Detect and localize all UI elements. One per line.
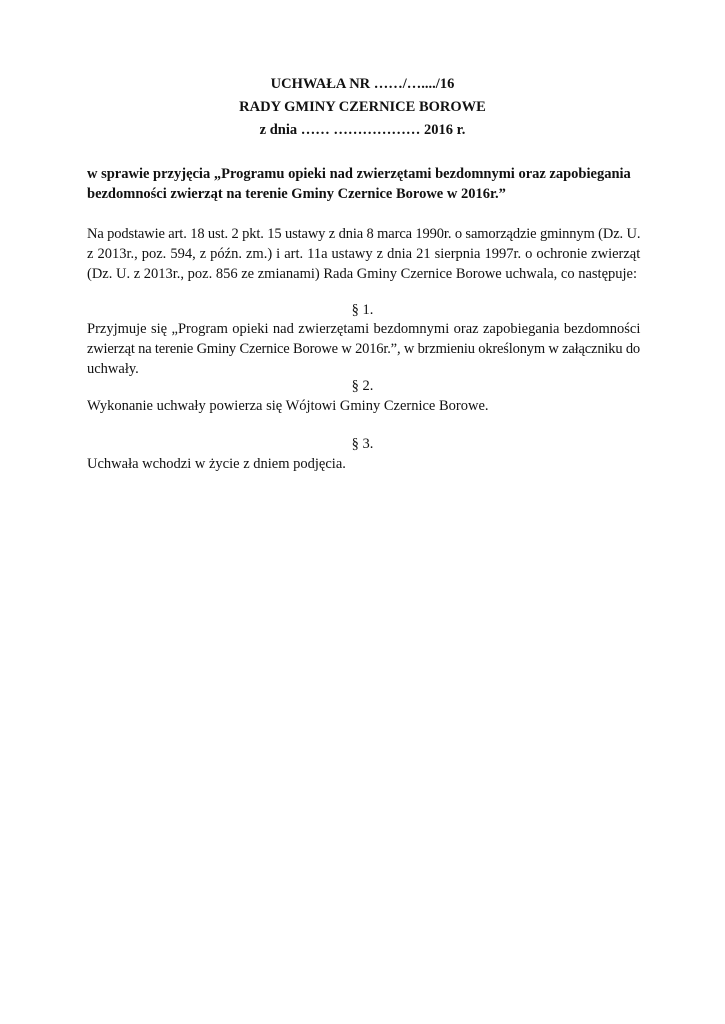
section-1-sign: § 1. <box>351 302 374 318</box>
section-2-sign: § 2. <box>351 378 374 394</box>
section-1-line: Przyjmuje się „Program opieki nad zwierzętami bezdomnymi oraz zapobiegania bezdomności <box>87 321 641 337</box>
subject-line: w sprawie przyjęcia „Programu opieki nad zwierzętami bezdomnymi oraz zapobiegania <box>87 166 631 182</box>
resolution-date: z dnia …… ……………… 2016 r. <box>259 122 466 138</box>
resolution-subject <box>87 164 640 204</box>
section-1-line: uchwały. <box>87 361 139 377</box>
preamble-line: Na podstawie art. 18 ust. 2 pkt. 15 ustawy z dnia 8 marca 1990r. o samorządzie gminnym (Dz. U. <box>87 226 641 242</box>
preamble-line: z 2013r., poz. 594, z późn. zm.) i art. 11a ustawy z dnia 21 sierpnia 1997r. o ochronie zwierząt <box>87 246 641 262</box>
preamble-line: (Dz. U. z 2013r., poz. 856 ze zmianami) Rada Gminy Czernice Borowe uchwala, co następuje: <box>87 266 638 282</box>
resolution-number: UCHWAŁA NR ……/…..../16 <box>270 76 455 92</box>
subject-line: bezdomności zwierząt na terenie Gminy Czernice Borowe w 2016r.” <box>87 186 506 202</box>
council-name: RADY GMINY CZERNICE BOROWE <box>239 99 486 115</box>
section-1-text <box>87 319 640 379</box>
section-2-text: Wykonanie uchwały powierza się Wójtowi Gminy Czernice Borowe. <box>87 398 489 414</box>
preamble <box>87 224 640 284</box>
section-3-sign: § 3. <box>351 436 374 452</box>
section-1-line: zwierząt na terenie Gminy Czernice Borowe w 2016r.”, w brzmieniu określonym w załączniku do <box>87 341 640 357</box>
section-3-text: Uchwała wchodzi w życie z dniem podjęcia. <box>87 456 346 472</box>
